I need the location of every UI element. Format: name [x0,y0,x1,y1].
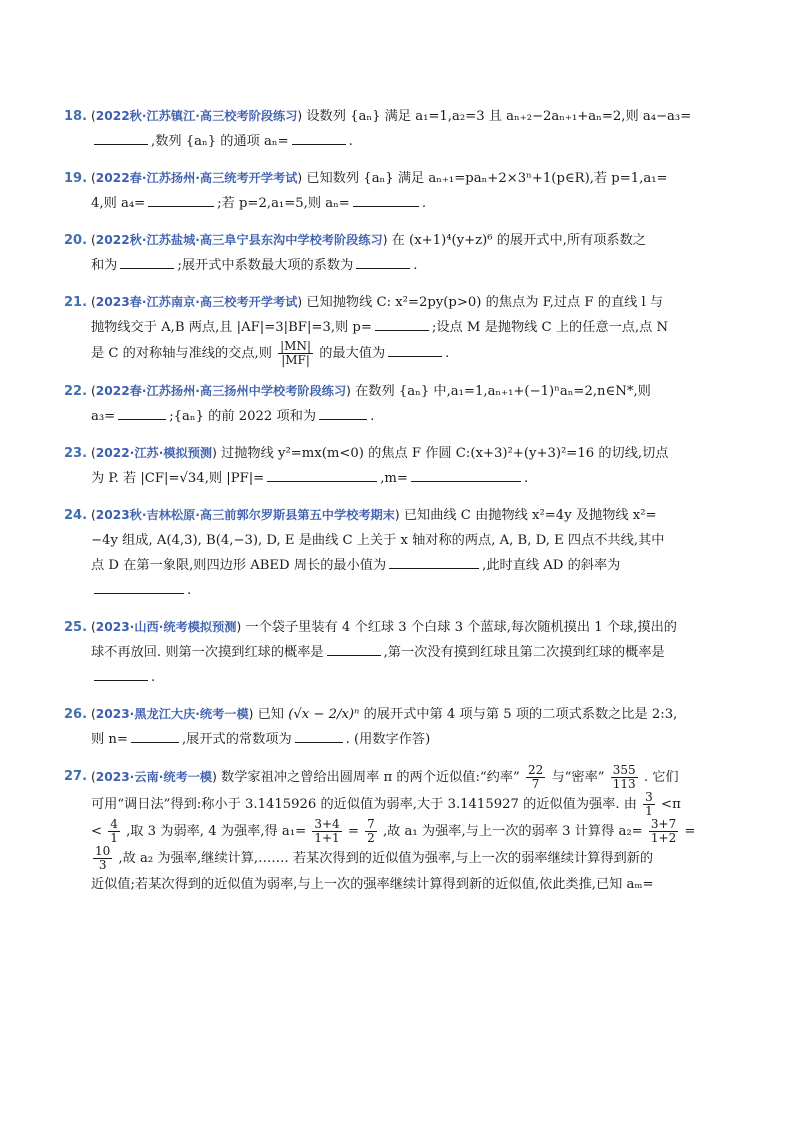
problem-20: 20. (2022秋·江苏盐城·高三阜宁县东沟中学校考阶段练习) 在 (x+1)⁴(y+z)⁶ 的展开式中,所有项系数之 和为 ;展开式中系数最大项的系数为 . [64,228,736,278]
answer-blank[interactable] [94,130,148,145]
problem-text: 设数列 {aₙ} 满足 a₁=1,a₂=3 且 aₙ₊₂−2aₙ₊₁+aₙ=2,则 a₄−a₃= [306,109,692,124]
answer-blank[interactable] [267,467,377,482]
problem-24: 24. (2023秋·吉林松原·高三前郭尔罗斯县第五中学校考期末) 已知曲线 C 由抛物线 x²=4y 及抛物线 x²= −4y 组成, A(4,3), B(4,−3), D, E 是曲线 C 上关于 x 轴对称的两点, A, B, D, E 四点不共线,其中 点 D 在第一象限,则四边形 ABED 周长的最小值为 ,此时直线 AD 的斜率为 . [64,503,736,603]
answer-blank[interactable] [356,254,410,269]
problem-text: 为 P. 若 |CF|=√34,则 |PF|= [91,471,265,486]
problem-text: −4y 组成, A(4,3), B(4,−3), D, E 是曲线 C 上关于 x 轴对称的两点, A, B, D, E 四点不共线,其中 [91,533,665,548]
problem-number: 19. [64,171,88,186]
fraction: $\frac{22}{7}$ [527,763,544,791]
problem-25: 25. (2023·山西·统考模拟预测) 一个袋子里装有 4 个红球 3 个白球 3 个蓝球,每次随机摸出 1 个球,摸出的 球不再放回. 则第一次摸到红球的概率是 ,第一次没有摸到红球且第二次摸到红球的概率是 . [64,615,736,690]
problem-source: 2023秋·吉林松原·高三前郭尔罗斯县第五中学校考期末 [95,508,395,522]
problem-list [64,104,736,909]
problem-text: 已知抛物线 C: x²=2py(p>0) 的焦点为 F,过点 F 的直线 l 与 [306,295,664,310]
problem-text: 数学家祖冲之曾给出圆周率 π 的两个近似值:“约率” [221,770,520,785]
problem-number: 23. [64,446,88,461]
answer-blank[interactable] [327,641,381,656]
problem-text: . [187,583,192,598]
problem-22: 22. (2022春·江苏扬州·高三扬州中学校考阶段练习) 在数列 {aₙ} 中,a₁=1,aₙ₊₁+(−1)ⁿaₙ=2,n∈N*,则 a₃= ;{aₙ} 的前 2022 项和为 . [64,379,736,429]
answer-blank[interactable] [118,405,166,420]
problem-21: 21. (2023春·江苏南京·高三校考开学考试) 已知抛物线 C: x²=2py(p>0) 的焦点为 F,过点 F 的直线 l 与 抛物线交于 A,B 两点,且 |AF|=3|BF|=3,则 p= ;设点 M 是抛物线 C 上的任意一点,点 N 是 C 的对称轴与准线的交点,则 $\frac{|MN|}{|MF|}$ 的最大值为 . [64,290,736,367]
problem-text: ;若 p=2,a₁=5,则 aₙ= [217,196,350,211]
problem-text: 已知 [257,707,284,722]
problem-source: 2022秋·江苏镇江·高三校考阶段练习 [95,109,298,123]
answer-blank[interactable] [94,579,184,594]
problem-text: 是 C 的对称轴与准线的交点,则 [91,346,272,361]
problem-text: . [370,409,375,424]
problem-source: 2022秋·江苏盐城·高三阜宁县东沟中学校考阶段练习 [95,233,383,247]
problem-text: < [91,824,103,839]
problem-text: . [413,258,418,273]
problem-text: 在数列 {aₙ} 中,a₁=1,aₙ₊₁+(−1)ⁿaₙ=2,n∈N*,则 [355,384,651,399]
problem-number: 26. [64,707,88,722]
problem-text: . [523,471,529,486]
problem-text: . (用数字作答) [345,732,431,747]
problem-27: 27. (2023·云南·统考一模) 数学家祖冲之曾给出圆周率 π 的两个近似值:“约率” $\frac{22}{7}$ 与“密率” $\frac{355}{113}$ . 它们 可用“调日法”得到:称小于 3.1415926 的近似值为弱率,大于 3.1415927 的近似值为强率. 由 $\frac{3}{1}$ <π < $\frac{4}{1}$ ,取 3 为弱率, 4 为强率,得 a₁= $\frac{3+4}{1+1}$ = $\frac{7}{2}$ ,故 a₁ 为强率,与上一次的弱率 3 计算得 a₂= $\frac{3+7}{1+2}$ = $\frac{10}{3}$ ,故 a₂ 为强率,继续计算,……. 若某次得到的近似值为强率,与上一次的弱率继续计算得到新的 近似值;若某次得到的近似值为弱率,与上一次的强率继续计算得到新的近似值,依此类推,已知 aₘ= [64,763,696,892]
problem-text: 的最大值为 [319,346,386,361]
problem-text: ;展开式中系数最大项的系数为 [177,258,354,273]
problem-text: a₃= [91,409,116,424]
problem-18: 18. (2022秋·江苏镇江·高三校考阶段练习) 设数列 {aₙ} 满足 a₁=1,a₂=3 且 aₙ₊₂−2aₙ₊₁+aₙ=2,则 a₄−a₃= ,数列 {aₙ} 的通项 aₙ= . [64,104,736,154]
problem-text: ;{aₙ} 的前 2022 项和为 [169,409,317,424]
fraction: $\frac{10}{3}$ [95,844,111,872]
problem-source: 2023春·江苏南京·高三校考开学考试 [95,295,298,309]
answer-blank[interactable] [388,342,442,357]
fraction: $\frac{3+7}{1+2}$ [650,817,677,845]
problem-number: 25. [64,620,88,635]
problem-number: 18. [64,109,88,124]
fraction: $\frac{7}{2}$ [367,817,375,845]
problem-text: <π [661,797,681,812]
problem-19: 19. (2022春·江苏扬州·高三统考开学考试) 已知数列 {aₙ} 满足 aₙ₊₁=paₙ+2×3ⁿ+1(p∈R),若 p=1,a₁= 4,则 a₄= ;若 p=2,a₁=5,则 aₙ= . [64,166,736,216]
answer-blank[interactable] [131,728,179,743]
problem-text: ,数列 {aₙ} 的通项 aₙ= [151,134,289,149]
problem-text: ,m= [380,471,408,486]
problem-text: 近似值;若某次得到的近似值为弱率,与上一次的强率继续计算得到新的近似值,依此类推,已知 aₘ= [91,877,654,892]
problem-text: . 它们 [643,770,679,785]
problem-source: 2022·江苏·模拟预测 [95,446,213,460]
problem-source: 2022春·江苏扬州·高三扬州中学校考阶段练习 [95,384,347,398]
problem-number: 21. [64,295,88,310]
binomial-expression: (√x − 2/x)ⁿ [288,707,360,722]
fraction: $\frac{4}{1}$ [110,817,118,845]
problem-text: = [684,824,696,839]
problem-text: 可用“调日法”得到:称小于 3.1415926 的近似值为弱率,大于 3.1415927 的近似值为强率. 由 [91,797,637,812]
problem-text: 已知数列 {aₙ} 满足 aₙ₊₁=paₙ+2×3ⁿ+1(p∈R),若 p=1,a₁= [306,171,668,186]
problem-source: 2023·山西·统考模拟预测 [95,620,237,634]
problem-number: 24. [64,508,88,523]
problem-text: 抛物线交于 A,B 两点,且 |AF|=3|BF|=3,则 p= [91,320,372,335]
problem-text: ,展开式的常数项为 [181,732,292,747]
problem-text: . [151,670,156,685]
answer-blank[interactable] [389,554,479,569]
problem-text: 和为 [91,258,118,273]
problem-source: 2023·云南·统考一模 [95,770,213,784]
problem-number: 20. [64,233,88,248]
problem-text: 4,则 a₄= [91,196,146,211]
problem-text: ,第一次没有摸到红球且第二次摸到红球的概率是 [383,645,665,660]
problem-text: . [445,346,450,361]
fraction: $\frac{|MN|}{|MF|}$ [280,339,311,367]
answer-blank[interactable] [353,192,419,207]
answer-blank[interactable] [295,728,343,743]
problem-text: ,取 3 为弱率, 4 为强率,得 a₁= [126,824,307,839]
answer-blank[interactable] [94,666,148,681]
problem-number: 27. [64,769,88,784]
problem-text: 在 (x+1)⁴(y+z)⁶ 的展开式中,所有项系数之 [391,233,646,248]
fraction: $\frac{355}{113}$ [612,763,636,791]
problem-text: 则 n= [91,732,128,747]
problem-text: ;设点 M 是抛物线 C 上的任意一点,点 N [431,320,669,335]
problem-number: 22. [64,384,88,399]
problem-text: 球不再放回. 则第一次摸到红球的概率是 [91,645,324,660]
problem-23: 23. (2022·江苏·模拟预测) 过抛物线 y²=mx(m<0) 的焦点 F 作圆 C:(x+3)²+(y+3)²=16 的切线,切点 为 P. 若 |CF|=√34,则 |PF|= ,m= . [64,441,736,491]
problem-text: . [421,196,427,211]
problem-26: 26. (2023·黑龙江大庆·统考一模) 已知 (√x − 2/x)ⁿ 的展开式中第 4 项与第 5 项的二项式系数之比是 2:3, 则 n= ,展开式的常数项为 . (用数字作答) [64,702,736,752]
answer-blank[interactable] [148,192,214,207]
fraction: $\frac{3+4}{1+1}$ [314,817,340,845]
answer-blank[interactable] [319,405,367,420]
problem-text: ,故 a₂ 为强率,继续计算,……. 若某次得到的近似值为强率,与上一次的弱率继续计算得到新的 [118,851,654,866]
fraction: $\frac{3}{1}$ [645,790,653,818]
problem-text: 与“密率” [551,770,605,785]
problem-source: 2023·黑龙江大庆·统考一模 [95,707,249,721]
problem-text: 过抛物线 y²=mx(m<0) 的焦点 F 作圆 C:(x+3)²+(y+3)²=16 的切线,切点 [221,446,669,461]
problem-text: 点 D 在第一象限,则四边形 ABED 周长的最小值为 [91,558,387,573]
problem-text: 已知曲线 C 由抛物线 x²=4y 及抛物线 x²= [403,508,657,523]
problem-text: ,此时直线 AD 的斜率为 [482,558,621,573]
answer-blank[interactable] [375,316,429,331]
answer-blank[interactable] [292,130,346,145]
problem-text: 的展开式中第 4 项与第 5 项的二项式系数之比是 2:3, [363,707,678,722]
problem-text: = [347,824,359,839]
problem-text: ,故 a₁ 为强率,与上一次的弱率 3 计算得 a₂= [382,824,643,839]
problem-source: 2022春·江苏扬州·高三统考开学考试 [95,171,298,185]
problem-text: 一个袋子里装有 4 个红球 3 个白球 3 个蓝球,每次随机摸出 1 个球,摸出的 [245,620,677,635]
answer-blank[interactable] [411,467,521,482]
answer-blank[interactable] [120,254,174,269]
problem-text: . [348,134,353,149]
